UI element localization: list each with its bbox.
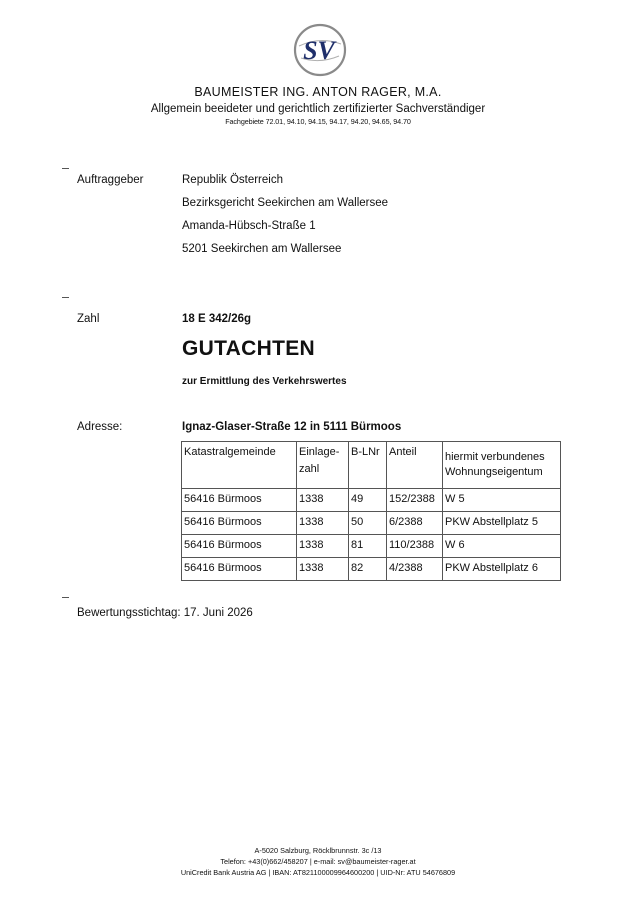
table-cell: 1338: [297, 512, 349, 535]
adresse-label: Adresse:: [77, 421, 123, 433]
table-cell: 1338: [297, 558, 349, 581]
table-header-cell: B-LNr: [349, 442, 387, 489]
table-header-row: [182, 442, 561, 489]
table-header-cell: hiermit verbundenes Wohnungseigentum: [443, 442, 561, 489]
table-header-cell: Anteil: [387, 442, 443, 489]
table-cell: W 5: [443, 489, 561, 512]
table-cell: W 6: [443, 535, 561, 558]
auftraggeber-line: Republik Österreich: [182, 174, 283, 186]
table-cell: 56416 Bürmoos: [182, 489, 297, 512]
auftraggeber-line: Amanda-Hübsch-Straße 1: [182, 220, 316, 232]
table-cell: 4/2388: [387, 558, 443, 581]
table-row: [182, 558, 561, 581]
auftraggeber-label: Auftraggeber: [77, 174, 144, 186]
grundbuch-table: [181, 441, 561, 581]
table-cell: 49: [349, 489, 387, 512]
table-cell: 1338: [297, 489, 349, 512]
document-title: GUTACHTEN: [182, 337, 315, 360]
auftraggeber-line: Bezirksgericht Seekirchen am Wallersee: [182, 197, 389, 209]
fold-mark: [62, 597, 69, 598]
adresse-value: Ignaz-Glaser-Straße 12 in 5111 Bürmoos: [182, 421, 402, 433]
zahl-value: 18 E 342/26g: [182, 313, 252, 325]
table-cell: PKW Abstellplatz 5: [443, 512, 561, 535]
table-cell: 56416 Bürmoos: [182, 535, 297, 558]
table-row: [182, 489, 561, 512]
table-cell: 1338: [297, 535, 349, 558]
table-cell: PKW Abstellplatz 6: [443, 558, 561, 581]
office-fachgebiete: Fachgebiete 72.01, 94.10, 94.15, 94.17, 94.20, 94.65, 94.70: [225, 117, 411, 126]
table-cell: 110/2388: [387, 535, 443, 558]
table-cell: 81: [349, 535, 387, 558]
footer-bank: UniCredit Bank Austria AG | IBAN: AT821100009964600200 | UID-Nr: ATU 54676809: [180, 868, 456, 877]
office-name: BAUMEISTER ING. ANTON RAGER, M.A.: [194, 85, 442, 99]
table-row: [182, 512, 561, 535]
table-header-cell: Katastralgemeinde: [182, 442, 297, 489]
table-cell: 152/2388: [387, 489, 443, 512]
table-cell: 50: [349, 512, 387, 535]
table-cell: 82: [349, 558, 387, 581]
table-cell: 56416 Bürmoos: [182, 558, 297, 581]
footer-contact: Telefon: +43(0)662/458207 | e-mail: sv@baumeister-rager.at: [220, 857, 416, 866]
table-cell: 6/2388: [387, 512, 443, 535]
table-cell: 56416 Bürmoos: [182, 512, 297, 535]
fold-mark: [62, 297, 69, 298]
logo-letters: SV: [303, 36, 335, 65]
footer-address: A-5020 Salzburg, Röcklbrunnstr. 3c /13: [254, 846, 382, 855]
bewertungsstichtag: Bewertungsstichtag: 17. Juni 2026: [77, 607, 253, 619]
fold-mark: [62, 168, 69, 169]
sv-logo: [292, 22, 348, 78]
table-row: [182, 535, 561, 558]
zahl-label: Zahl: [77, 313, 100, 325]
document-subtitle: zur Ermittlung des Verkehrswertes: [182, 376, 347, 387]
auftraggeber-line: 5201 Seekirchen am Wallersee: [182, 243, 342, 255]
table-header-cell: Einlage- zahl: [297, 442, 349, 489]
office-subtitle: Allgemein beeideter und gerichtlich zertifizierter Sachverständiger: [150, 103, 486, 115]
